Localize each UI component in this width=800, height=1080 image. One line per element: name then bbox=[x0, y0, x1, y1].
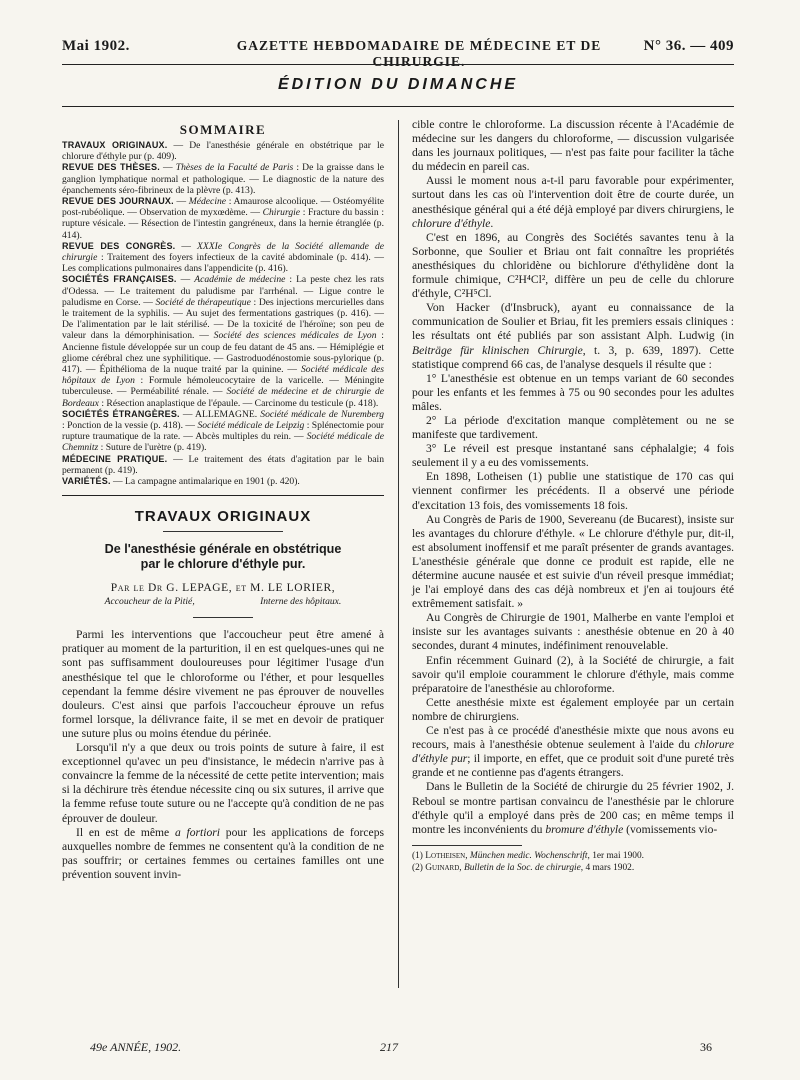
left-column bbox=[62, 118, 384, 882]
text-run: Bulletin de la Soc. de chirurgie bbox=[463, 862, 581, 873]
author-affiliations bbox=[72, 596, 374, 607]
body-paragraph bbox=[412, 414, 734, 442]
sommaire-title: SOMMAIRE bbox=[179, 122, 267, 137]
article-title-line-2: par le chlorure d'éthyle pur. bbox=[140, 557, 306, 572]
text-run: a fortiori bbox=[174, 825, 221, 839]
text-run: — bbox=[159, 162, 176, 174]
text-run: — bbox=[176, 274, 195, 286]
sommaire-entry bbox=[62, 241, 384, 275]
text-run: (vomissements vio- bbox=[623, 822, 718, 836]
article-body-left bbox=[62, 628, 384, 882]
body-paragraph bbox=[412, 724, 734, 780]
text-run: Enfin récemment Guinard (2), à la Société de chirurgie, a fait savoir qu'il emploie couramment le chlorure d'éthyle, mais comme préparatoire de l'anesthésie au chloroforme. bbox=[412, 653, 734, 695]
text-run: Thèses de la Faculté de Paris bbox=[175, 162, 294, 174]
text-run: Cette anesthésie mixte est également employée par un certain nombre de chirurgiens. bbox=[412, 695, 734, 723]
folio-page: 217 bbox=[380, 1040, 398, 1054]
sommaire-entry bbox=[62, 274, 384, 408]
text-run: — De l'anesthésie générale en obstétrique par le chlorure d'éthyle pur (p. 409). bbox=[62, 140, 384, 163]
text-run: SOCIÉTÉS ÉTRANGÈRES. bbox=[62, 408, 180, 419]
text-run: chlorure d'éthyle bbox=[412, 216, 491, 230]
text-run: Guinard bbox=[425, 862, 460, 873]
text-run: : Ancienne fistule développée sur un coup de feu datant de 45 ans. — Hémiplégie et gliome cérébral chez une syphilitique. — Gastroduodénostomie sous-pylorique (p. 417). — Épithélioma de la nuque traité par la quinine. — bbox=[62, 330, 384, 376]
affiliation-2: Interne des hôpitaux. bbox=[260, 596, 342, 608]
footnote bbox=[412, 850, 734, 862]
text-run: chlorure d'éthyle pur bbox=[412, 738, 734, 766]
text-run: VARIÉTÉS. bbox=[62, 476, 111, 487]
text-run: Société médicale de Nuremberg bbox=[260, 408, 384, 420]
article-title bbox=[62, 542, 384, 572]
text-run: . bbox=[490, 216, 494, 230]
text-run: , bbox=[459, 862, 464, 873]
footnote bbox=[412, 862, 734, 874]
running-head bbox=[62, 38, 734, 69]
edition-banner: ÉDITION DU DIMANCHE bbox=[277, 76, 519, 93]
text-run: Il en est de même bbox=[76, 825, 175, 839]
text-run: Lotheisen bbox=[425, 850, 466, 861]
text-run: Parmi les interventions que l'accoucheur peut être amené à pratiquer au moment de la parturition, il en est quelques-unes qui ne sont pas suffisamment douloureuses pour légitimer l'usage d'un anesthésique tel que le chloroforme ou l'éther, et pour lesquelles cependant la femme désire vivement ne pas éprouver de nouvelles douleurs. C'est ainsi que parfois l'accoucheur éprouve un refus formel lorsque, la délivrance faite, il se met en devoir de pratiquer une suture plus ou moins étendue du périnée. bbox=[62, 628, 384, 740]
header-date: Mai 1902. bbox=[62, 38, 130, 54]
sommaire-entry bbox=[62, 409, 384, 454]
text-run: Von Hacker (d'Insbruck), ayant eu connaissance de la communication de Soulier et Briau, fit les premiers essais cliniques : les résultats ont été publiés par son assistant Alph. Ludwig (in bbox=[412, 301, 734, 343]
text-run: Chirurgie bbox=[262, 207, 301, 219]
text-run: , t. 3, p. 639, 1897). Cette statistique comprend 66 cas, de l'analyse desquels il résulte que : bbox=[412, 343, 734, 371]
text-run: 2° La période d'excitation manque complètement ou ne se manifeste que tardivement. bbox=[412, 413, 734, 442]
text-run: : Formule hémoleucocytaire de la varicelle. — Méningite tuberculeuse. — Perméabilité rénale. — bbox=[62, 375, 385, 398]
text-run: Société de thérapeutique bbox=[155, 296, 251, 308]
text-run: SOCIÉTÉS FRANÇAISES. bbox=[62, 274, 177, 285]
text-run: (2) bbox=[412, 862, 426, 873]
text-run: Lorsqu'il n'y a que deux ou trois points de suture à faire, il est exceptionnel qu'avec un peu d'insistance, le médecin n'arrive pas à convaincre la femme de la nécessité de cette petite intervention; mais si la déchirure très étendue nécessite cinq ou six sutures, il arrive que la femme refuse toute suture ou ne l'accepte qu'à condition de ne pas éprouver de douleur. bbox=[62, 741, 384, 825]
text-run: Société médicale de Leipzig bbox=[197, 420, 305, 432]
header-issue: N° 36. — 409 bbox=[643, 38, 734, 54]
article-rule bbox=[193, 617, 253, 618]
text-run: XXXIe Congrès de la Société allemande de chirurgie bbox=[62, 240, 384, 264]
text-run: MÉDECINE PRATIQUE. bbox=[62, 453, 168, 464]
text-run: : La peste chez les rats d'Odessa. — Le traitement du paludisme par l'arrhénal. — Ligue contre le paludisme en Corse. — bbox=[62, 274, 385, 308]
text-run: (1) bbox=[412, 850, 426, 861]
text-run: Aussi le moment nous a-t-il paru favorable pour expérimenter, surtout dans les cas où l'intervention doit être de courte durée, un anesthésique général qui a été déjà employé par divers chirurgiens, le bbox=[412, 174, 734, 216]
text-run: TRAVAUX ORIGINAUX. bbox=[62, 140, 168, 150]
sommaire-entry bbox=[62, 454, 384, 476]
text-run: REVUE DES THÈSES. bbox=[62, 162, 160, 173]
body-paragraph bbox=[62, 628, 384, 741]
text-run: : Fracture du bassin : rupture vésicale. — Résection de l'intestin gangréneux, dans la hernie étranglée (p. 414). bbox=[62, 207, 384, 241]
body-paragraph bbox=[62, 741, 384, 826]
column-divider bbox=[398, 120, 399, 988]
text-run: — bbox=[173, 196, 189, 208]
body-paragraph bbox=[412, 470, 734, 512]
text-run: München medic. Wochenschrift bbox=[469, 850, 588, 861]
body-paragraph bbox=[62, 826, 384, 882]
body-paragraph bbox=[412, 780, 734, 836]
text-run: Beiträge für klinischen Chirurgie bbox=[412, 343, 583, 357]
body-paragraph bbox=[412, 442, 734, 470]
body-paragraph bbox=[412, 513, 734, 612]
body-paragraph bbox=[412, 696, 734, 724]
header-rule bbox=[62, 64, 734, 65]
text-run: pour les applications de forceps auxquelles nombre de femmes ne consentent qu'à la condition de ne pas souffrir; or certaines femmes ou certaines familles ont une prévention souvent invin- bbox=[62, 825, 384, 881]
text-run: Ce n'est pas à ce procédé d'anesthésie mixte que nous avons eu recours, mais à l'anesthésie obtenue seulement à l'aide du bbox=[412, 724, 734, 752]
right-column bbox=[412, 118, 734, 874]
article-body-right bbox=[412, 118, 734, 837]
text-run: Société des sciences médicales de Lyon bbox=[213, 330, 377, 342]
text-run: : Amaurose alcoolique. — Ostéomyélite post-rubéolique. — Observation de myxœdème. — bbox=[62, 196, 384, 219]
text-run: Médecine bbox=[188, 196, 227, 208]
text-run: Au Congrès de Chirurgie de 1901, Malherbe en vante l'emploi et insiste sur les avantages suivants : anesthésie obtenue en 20 à 40 secondes, durant 4 minutes, indéfiniment renouvelable. bbox=[412, 611, 734, 653]
folio-issue: 36 bbox=[700, 1040, 712, 1054]
text-run: : De la graisse dans le ganglion lymphatique normal et pathologique. — Le diagnostic de la nature des épanchements séro-fibrineux de la plèvre (p. 413). bbox=[62, 162, 384, 196]
text-run: : Splénectomie pour rupture traumatique de la rate. — Abcès multiples du rein. — bbox=[62, 420, 384, 443]
footnotes bbox=[412, 850, 734, 874]
body-paragraph bbox=[412, 231, 734, 301]
text-run: — Le traitement des états d'agitation par le bain permanent (p. 419). bbox=[62, 453, 384, 476]
text-run: , 1er mai 1900. bbox=[587, 850, 645, 861]
body-paragraph bbox=[412, 118, 734, 174]
banner-rule bbox=[62, 106, 734, 107]
sommaire-entry bbox=[62, 162, 384, 196]
body-paragraph bbox=[412, 611, 734, 653]
section-underline bbox=[163, 531, 283, 532]
text-run: — ALLEMAGNE. bbox=[179, 408, 261, 420]
sommaire-entry bbox=[62, 476, 384, 487]
text-run: 1° L'anesthésie est obtenue en un temps variant de 60 secondes pour les enfants et les femmes à 75 ou 90 secondes pour les adultes mâles. bbox=[412, 371, 734, 413]
text-run: : Traitement des foyers infectieux de la cavité abdominale (p. 414). — Les complications pulmonaires dans l'appendicite (p. 416). bbox=[62, 252, 384, 275]
text-run: : Ponction de la vessie (p. 418). — bbox=[62, 420, 198, 432]
byline-text: Par le Dr G. LEPAGE, et M. LE LORIER, bbox=[110, 582, 336, 595]
footnote-rule bbox=[412, 845, 522, 846]
folio-year: 49e ANNÉE, 1902. bbox=[90, 1040, 182, 1054]
section-title: TRAVAUX ORIGINAUX bbox=[134, 508, 312, 526]
body-paragraph bbox=[412, 301, 734, 371]
text-run: : Des injections mercurielles dans le traitement de la syphilis. — Au sujet des fermentations gastriques (p. 416). — De l'alimentation par le lait stérilisé. — De la toxicité de l'héroïne; son peu de valeur dans la démorphinisation. — bbox=[62, 296, 384, 342]
sommaire-entry bbox=[62, 196, 384, 241]
text-run: ; il importe, en effet, que ce produit soit d'une pureté très grande et ne contienne pas d'agents étrangers. bbox=[412, 752, 734, 780]
text-run: REVUE DES CONGRÈS. bbox=[62, 240, 176, 251]
body-paragraph bbox=[412, 654, 734, 696]
text-run: — bbox=[175, 240, 198, 252]
text-run: Au Congrès de Paris de 1900, Severeanu (de Bucarest), insiste sur les avantages du chlorure d'éthyle. « Le chlorure d'éthyle pur, dit-il, est absolument inoffensif et me paraît présenter de grands avantages. L'anesthésie générale que donne ce produit est rapide, elle ne détermine aucune nausée et est suivie d'un réveil presque immédiat; je l'ai employé dans des cas déjà nombreux et j'en ai toujours été extrêmement satisfait. » bbox=[412, 512, 734, 611]
section-rule bbox=[62, 495, 384, 496]
text-run: : Suture de l'urètre (p. 419). bbox=[98, 442, 207, 454]
body-paragraph bbox=[412, 174, 734, 230]
affiliation-1: Accoucheur de la Pitié, bbox=[104, 596, 195, 608]
text-run: — La campagne antimalarique en 1901 (p. 420). bbox=[110, 476, 300, 488]
text-run: 3° Le réveil est presque instantané sans céphalalgie; 4 fois seulement il y a eu des vomissements. bbox=[412, 442, 734, 470]
journal-title: GAZETTE HEBDOMADAIRE DE MÉDECINE ET DE CHIRURGIE. bbox=[236, 38, 602, 69]
text-run: Société de médecine et de chirurgie de Bordeaux bbox=[62, 386, 384, 409]
text-run: Société médicale de Chemnitz bbox=[62, 431, 384, 454]
text-run: cible contre le chloroforme. La discussion récente à l'Académie de médecine sur les dangers du chloroforme, — discussion vulgarisée dans les journaux politiques, — n'est pas faite pour faciliter la tâche du médecin en pareil cas. bbox=[412, 118, 734, 174]
text-run: Société médicale des hôpitaux de Lyon bbox=[62, 364, 384, 387]
text-run: En 1898, Lotheisen (1) publie une statistique de 170 cas qui viennent confirmer les précédents. Il a observé une période d'excitation 13 fois, des vomissements 18 fois. bbox=[412, 470, 734, 512]
text-run: , 4 mars 1902. bbox=[580, 862, 635, 873]
article-byline bbox=[62, 582, 384, 594]
text-run: Dans le Bulletin de la Société de chirurgie du 25 février 1902, J. Reboul se montre partisan convaincu de l'anesthésie par le chlorure d'éthyle qu'il a employé dans près de 200 cas; en même temps il montre les inconvénients du bbox=[412, 780, 734, 836]
body-paragraph bbox=[412, 372, 734, 414]
text-run: Académie de médecine bbox=[194, 274, 286, 286]
sommaire-entry bbox=[62, 140, 384, 162]
text-run: , bbox=[465, 850, 470, 861]
sommaire-list bbox=[62, 140, 384, 487]
article-title-line-1: De l'anesthésie générale en obstétrique bbox=[104, 542, 342, 557]
text-run: REVUE DES JOURNAUX. bbox=[62, 196, 174, 207]
text-run: bromure d'éthyle bbox=[545, 822, 624, 836]
text-run: : Résection anaplastique de l'épaule. — Carcinome du testicule (p. 418). bbox=[98, 397, 379, 409]
text-run: C'est en 1896, au Congrès des Sociétés savantes tenu à la Sorbonne, que Soulier et Briau ont fait connaître les propriétés anesthésiques du chloridène ou bichlorure d'éthylidène dont la formule chimique, C²H⁴Cl², diffère un peu de celle du chlorure d'éthyle, C²H⁵Cl. bbox=[412, 230, 734, 301]
